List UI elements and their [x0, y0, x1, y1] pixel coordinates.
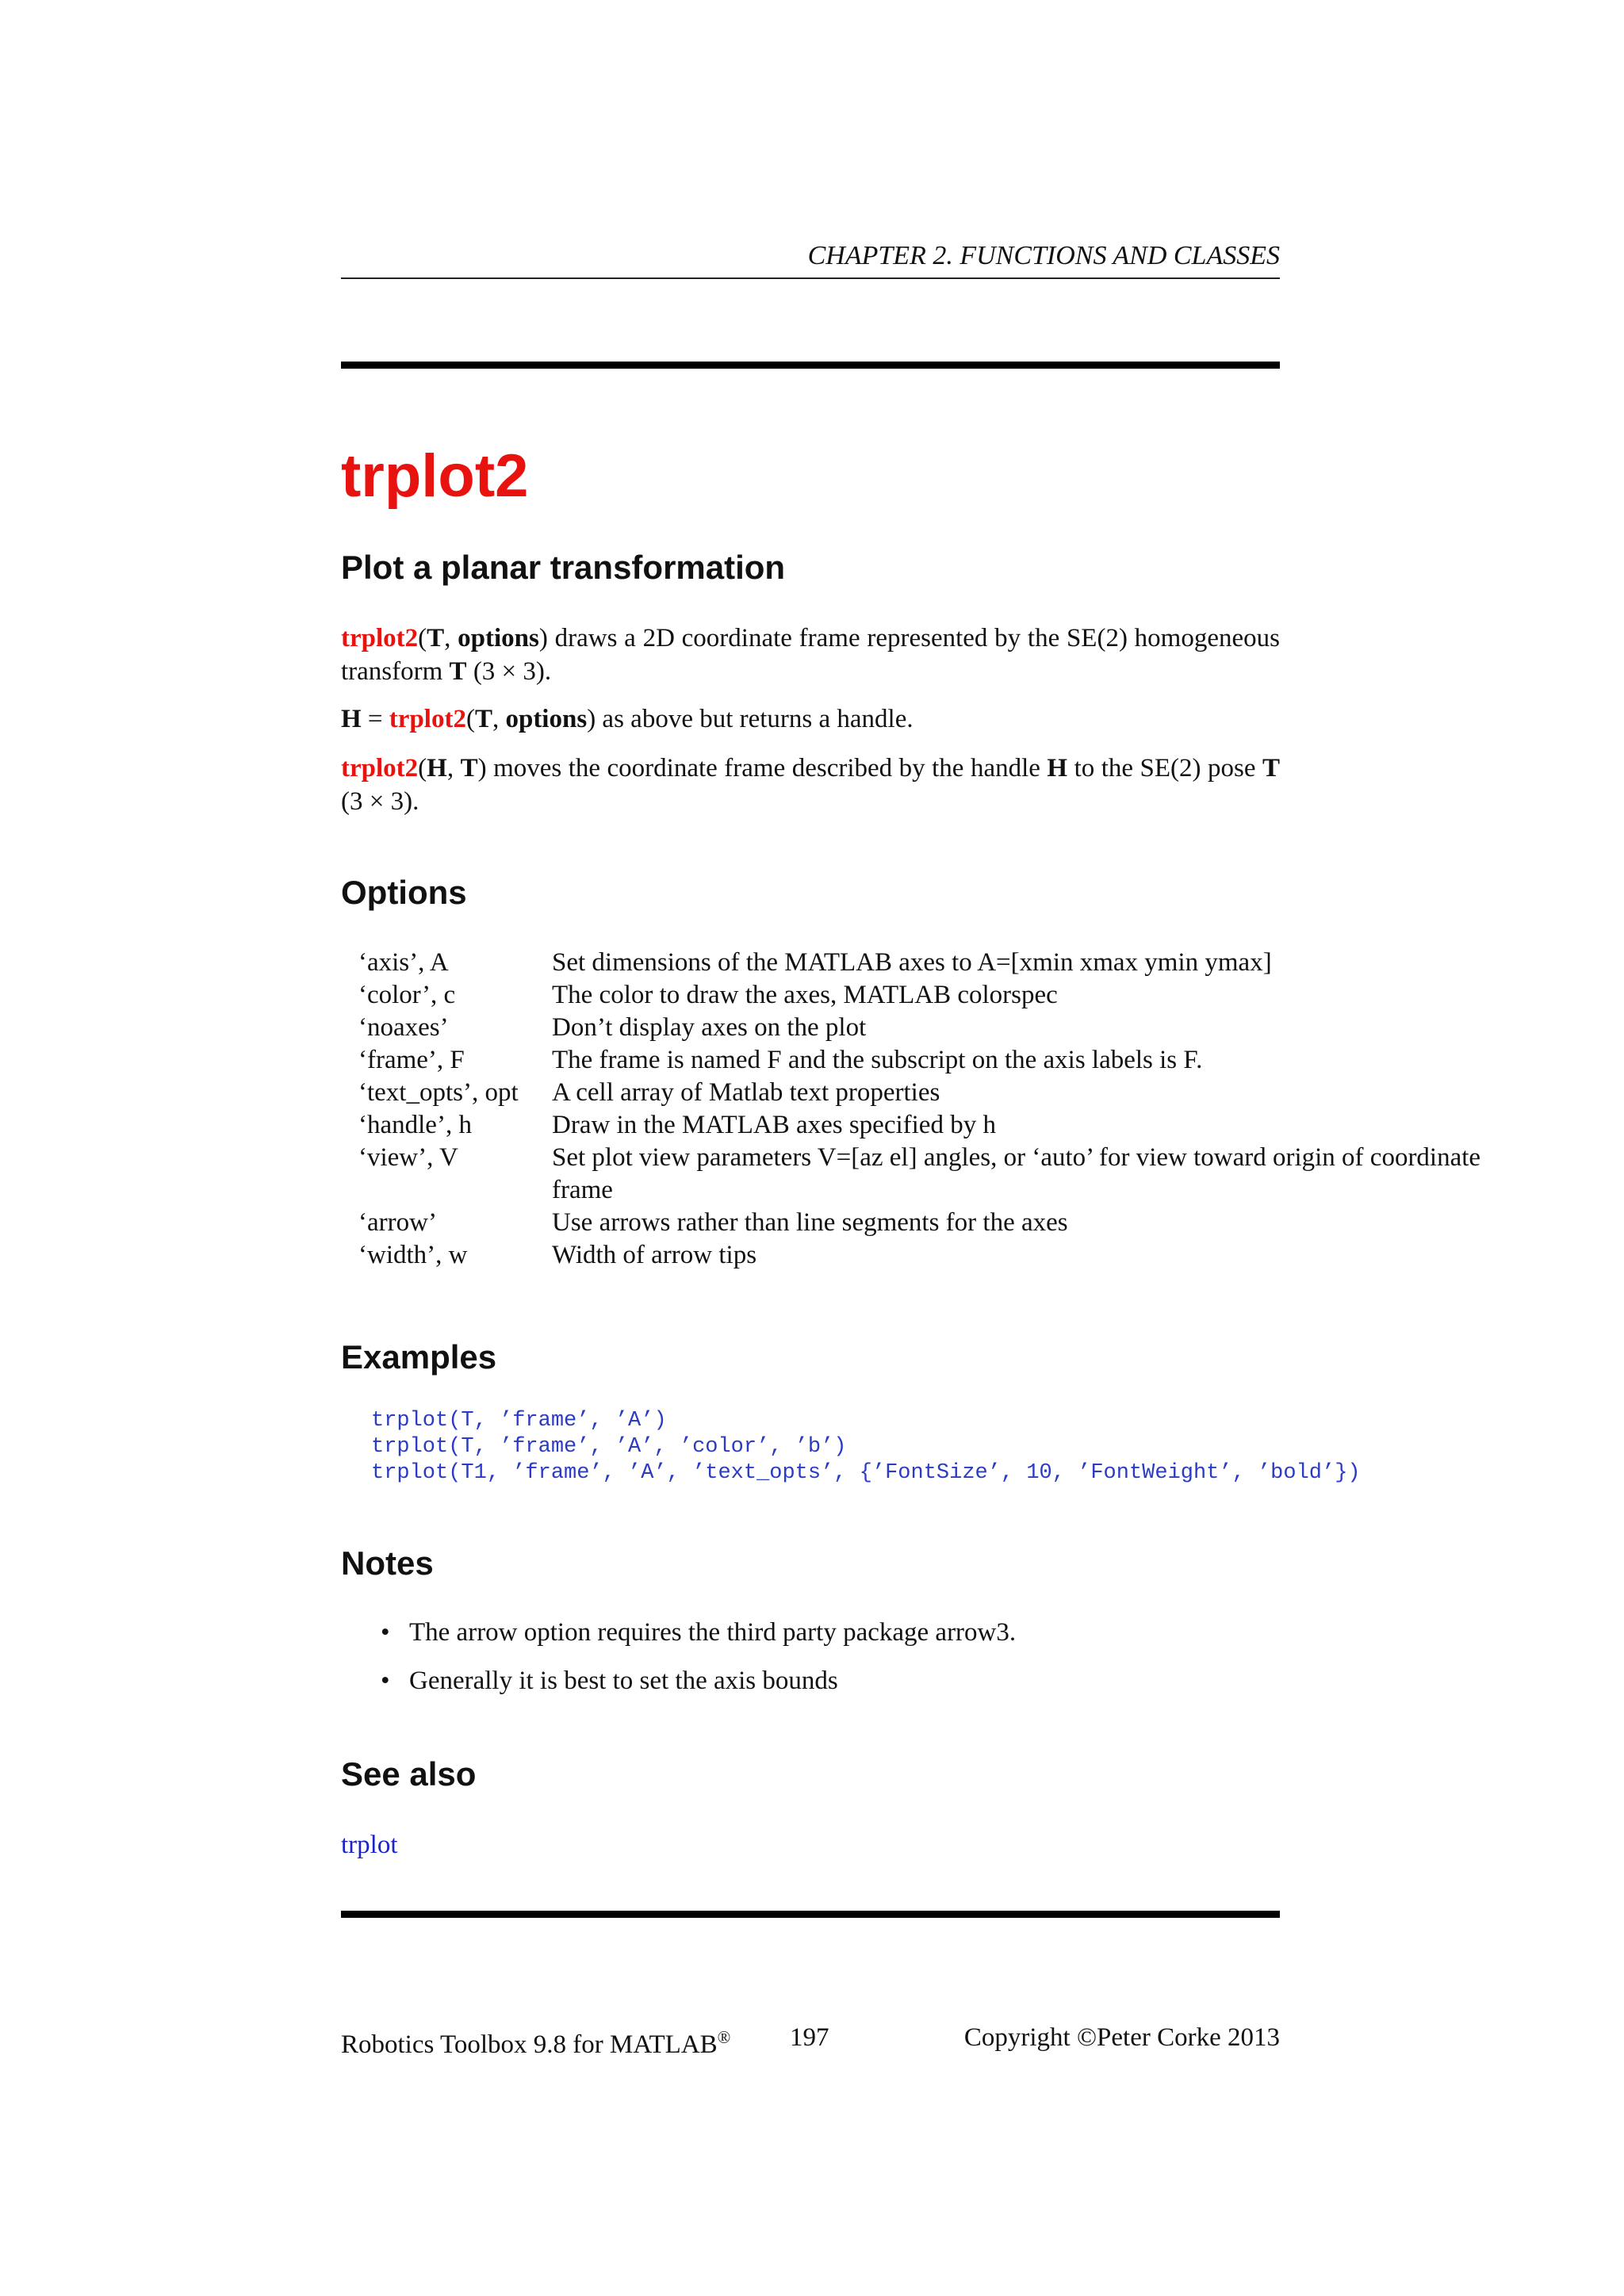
option-row [358, 1077, 1484, 1109]
option-name: ‘arrow’ [358, 1208, 437, 1237]
option-row [358, 1012, 1484, 1044]
arg-options: options [505, 705, 588, 733]
section-rule-top [341, 362, 1280, 369]
registered-mark: ® [717, 2027, 731, 2047]
examples-code-block [371, 1408, 1361, 1487]
code-line: trplot(T, ’frame’, ’A’, ’color’, ’b’) [371, 1435, 847, 1459]
description-paragraph-3: trplot2(H, T) moves the coordinate frame described by the handle H to the SE(2) pose T (3 × 3). [341, 754, 1281, 816]
note-text: The arrow option requires the third party package arrow3. [409, 1618, 1017, 1647]
option-name: ‘text_opts’, opt [358, 1078, 519, 1107]
list-item [381, 1616, 1016, 1649]
notes-heading: Notes [341, 1544, 434, 1582]
notes-list [381, 1616, 1016, 1712]
description-paragraph-1: trplot2(T, options) draws a 2D coordinate frame represented by the SE(2) homogeneous transform T (3 × 3). [341, 624, 1280, 686]
option-description: Width of arrow tips [552, 1241, 757, 1269]
return-H: H [341, 705, 362, 733]
code-line: trplot(T1, ’frame’, ’A’, ’text_opts’, {’FontSize’, 10, ’FontWeight’, ’bold’}) [371, 1461, 1361, 1485]
option-row [358, 947, 1484, 979]
arg-T: T [1262, 754, 1281, 783]
arg-H: H [1047, 754, 1068, 783]
option-name: ‘handle’, h [358, 1111, 472, 1139]
option-row [358, 1239, 1484, 1272]
list-item [381, 1664, 1016, 1697]
page-footer [341, 2020, 1280, 2061]
code-line: trplot(T, ’frame’, ’A’) [371, 1409, 667, 1433]
option-name: ‘axis’, A [358, 948, 449, 977]
arg-H: H [427, 754, 447, 783]
examples-heading: Examples [341, 1338, 497, 1376]
option-description: Set plot view parameters V=[az el] angles, or ‘auto’ for view toward origin of coordinate frame [552, 1143, 1481, 1204]
option-row [358, 1142, 1484, 1207]
bullet-icon: • [381, 1667, 390, 1695]
arg-T: T [449, 657, 467, 686]
option-name: ‘color’, c [358, 981, 456, 1009]
arg-options: options [458, 624, 539, 652]
option-row [358, 979, 1484, 1012]
option-name: ‘frame’, F [358, 1046, 465, 1074]
option-description: The color to draw the axes, MATLAB colorspec [552, 981, 1058, 1009]
arg-T: T [474, 705, 492, 733]
running-header: CHAPTER 2. FUNCTIONS AND CLASSES [341, 238, 1280, 279]
option-name: ‘view’, V [358, 1143, 458, 1172]
see-also-paragraph [341, 1828, 1280, 1862]
option-description: The frame is named F and the subscript on the axis labels is F. [552, 1046, 1203, 1074]
footer-copyright: Copyright ©Peter Corke 2013 [963, 2023, 1280, 2052]
arg-T: T [427, 624, 445, 652]
function-ref: trplot2 [341, 754, 419, 783]
see-also-link-trplot[interactable]: trplot [341, 1831, 398, 1859]
option-description: Don’t display axes on the plot [552, 1013, 867, 1042]
arg-T: T [460, 754, 478, 783]
section-rule-bottom [341, 1911, 1280, 1918]
function-ref: trplot2 [389, 705, 466, 733]
option-row [358, 1109, 1484, 1142]
function-title: trplot2 [341, 442, 529, 510]
function-ref: trplot2 [341, 624, 419, 652]
bullet-icon: • [381, 1618, 390, 1647]
option-description: Draw in the MATLAB axes specified by h [552, 1111, 996, 1139]
option-description: A cell array of Matlab text properties [552, 1078, 940, 1107]
option-row [358, 1207, 1484, 1239]
option-row [358, 1044, 1484, 1077]
note-text: Generally it is best to set the axis bounds [409, 1667, 838, 1695]
options-table [358, 947, 1484, 1272]
option-description: Use arrows rather than line segments for the axes [552, 1208, 1068, 1237]
see-also-heading: See also [341, 1755, 477, 1793]
options-heading: Options [341, 874, 467, 911]
description-paragraph-2: H = trplot2(T, options) as above but returns a handle. [341, 705, 914, 733]
function-summary: Plot a planar transformation [341, 549, 786, 586]
page-number: 197 [790, 2023, 829, 2052]
option-name: ‘noaxes’ [358, 1013, 449, 1042]
footer-book-title: Robotics Toolbox 9.8 for MATLAB® [341, 2027, 731, 2059]
option-name: ‘width’, w [358, 1241, 468, 1269]
option-description: Set dimensions of the MATLAB axes to A=[xmin xmax ymin ymax] [552, 948, 1272, 977]
